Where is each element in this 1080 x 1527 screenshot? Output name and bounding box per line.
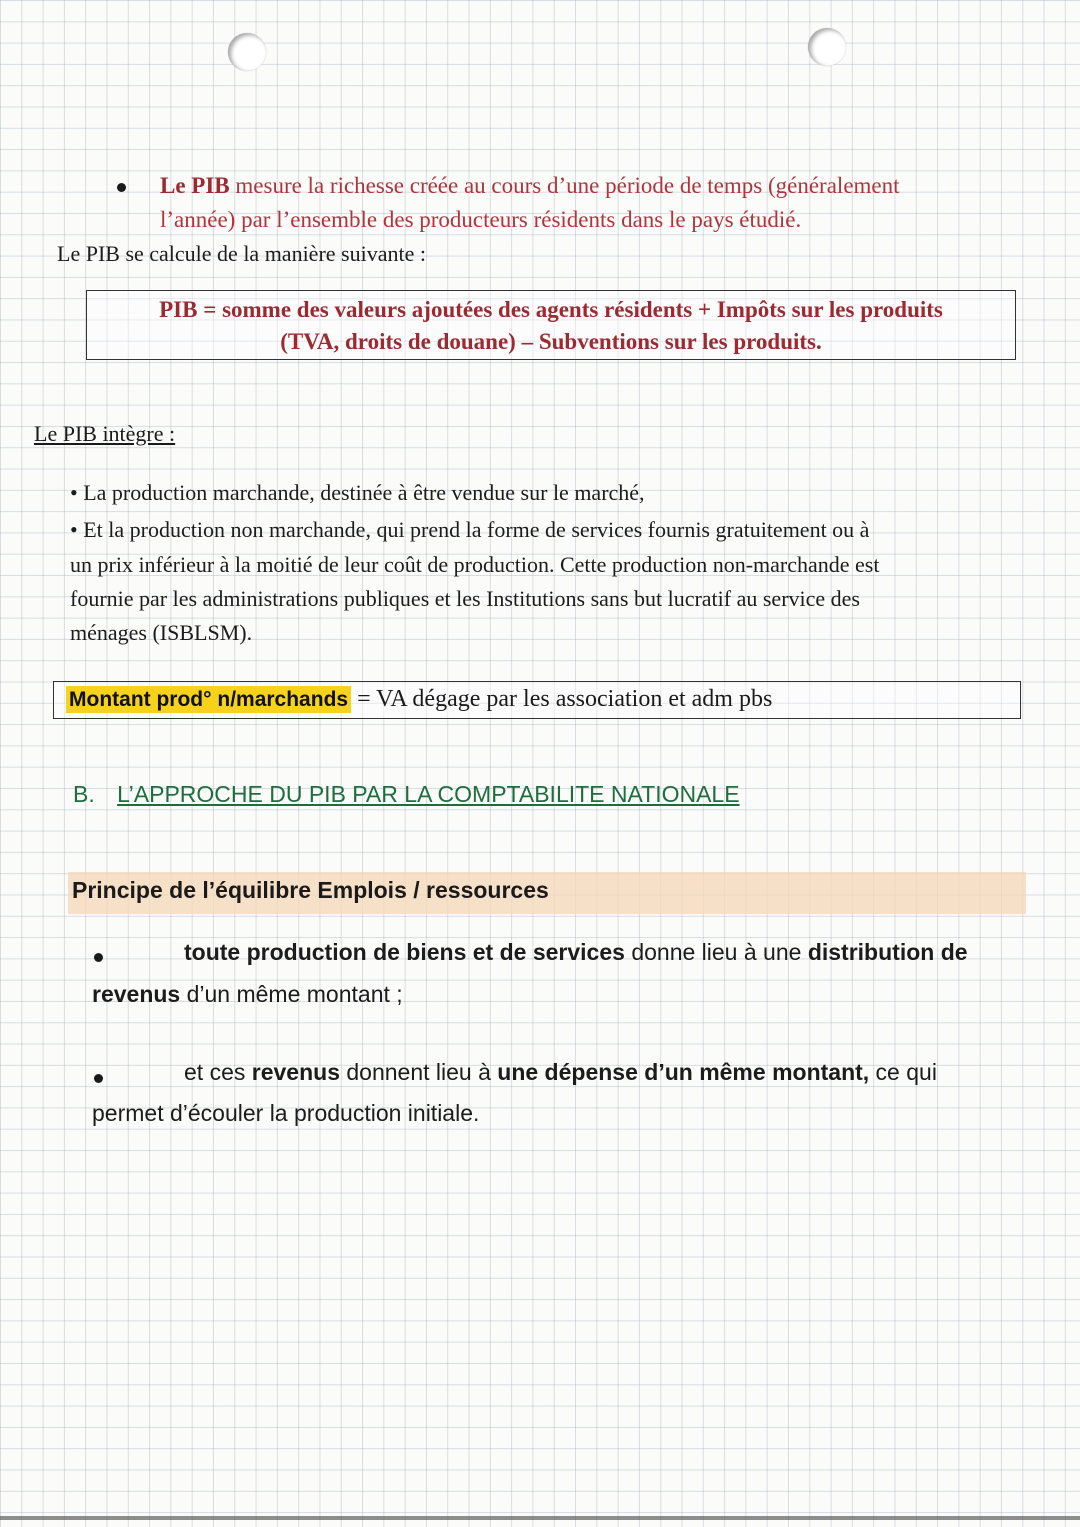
integre-item-2-line-3: fournie par les administrations publiques et les Institutions sans but lucratif au service des: [70, 586, 860, 611]
section-b-title: L’APPROCHE DU PIB PAR LA COMPTABILITE NATIONALE: [117, 781, 740, 807]
integre-item-2-line-2: un prix inférieur à la moitié de leur coût de production. Cette production non-marchande est: [70, 552, 880, 577]
calc-line: Le PIB se calcule de la manière suivante :: [57, 241, 426, 266]
p2-pre: et ces: [184, 1059, 252, 1085]
principle-p1-line-1: [184, 932, 968, 973]
principle-p1-line-2: [92, 974, 403, 1015]
page-bottom-edge: [0, 1516, 1080, 1520]
p1-line-2-rest: d’un même montant ;: [180, 981, 403, 1007]
principle-banner: [68, 872, 1026, 914]
integre-heading: Le PIB intègre :: [34, 421, 176, 446]
principle-p2-line-1: [184, 1052, 937, 1093]
principle-bullet-2-icon: [94, 1074, 103, 1083]
intro-bullet-icon: [117, 183, 126, 192]
non-market-amount-box: [53, 681, 1021, 719]
highlighted-term: Montant prod° n/marchands: [66, 686, 351, 713]
integre-item-2-line-4: ménages (ISBLSM).: [70, 620, 253, 645]
formula-line-2: (TVA, droits de douane) – Subventions sur les produits.: [280, 329, 822, 354]
intro-line-2: l’année) par l’ensemble des producteurs résidents dans le pays étudié.: [160, 207, 802, 232]
intro-bold: Le PIB: [160, 173, 230, 198]
principle-p2-line-2: permet d’écouler la production initiale.: [92, 1100, 480, 1126]
principle-bullet-1-icon: [94, 953, 103, 962]
integre-item-2-line-1: • Et la production non marchande, qui prend la forme de services fournis gratuitement ou à: [70, 517, 870, 542]
formula-line-1: PIB = somme des valeurs ajoutées des agents résidents + Impôts sur les produits: [159, 297, 943, 322]
punch-hole-right: [808, 28, 846, 66]
p1-line-2-bold: revenus: [92, 981, 181, 1007]
p1-mid: donne lieu à une: [624, 939, 808, 965]
p2-mid: donnent lieu à: [339, 1059, 498, 1085]
p2-bold-1: revenus: [251, 1059, 340, 1085]
intro-line-1-rest: mesure la richesse créée au cours d’une période de temps (généralement: [229, 173, 900, 198]
punch-hole-left: [228, 33, 266, 71]
p1-bold-2: distribution de: [807, 939, 968, 965]
principle-title: Principe de l’équilibre Emplois / ressources: [72, 877, 549, 903]
p2-bold-2: une dépense d’un même montant,: [497, 1059, 870, 1085]
non-market-amount-line: [66, 686, 772, 713]
intro-line-1: [160, 173, 900, 199]
non-market-amount-rest: = VA dégage par les association et adm pbs: [351, 686, 773, 712]
integre-item-1: • La production marchande, destinée à être vendue sur le marché,: [70, 480, 645, 505]
formula-box: [86, 290, 1016, 360]
section-b-letter: B.: [73, 781, 95, 807]
p1-bold-1: toute production de biens et de services: [184, 939, 625, 965]
section-b-heading: [73, 781, 740, 808]
p2-end: ce qui: [869, 1059, 937, 1085]
